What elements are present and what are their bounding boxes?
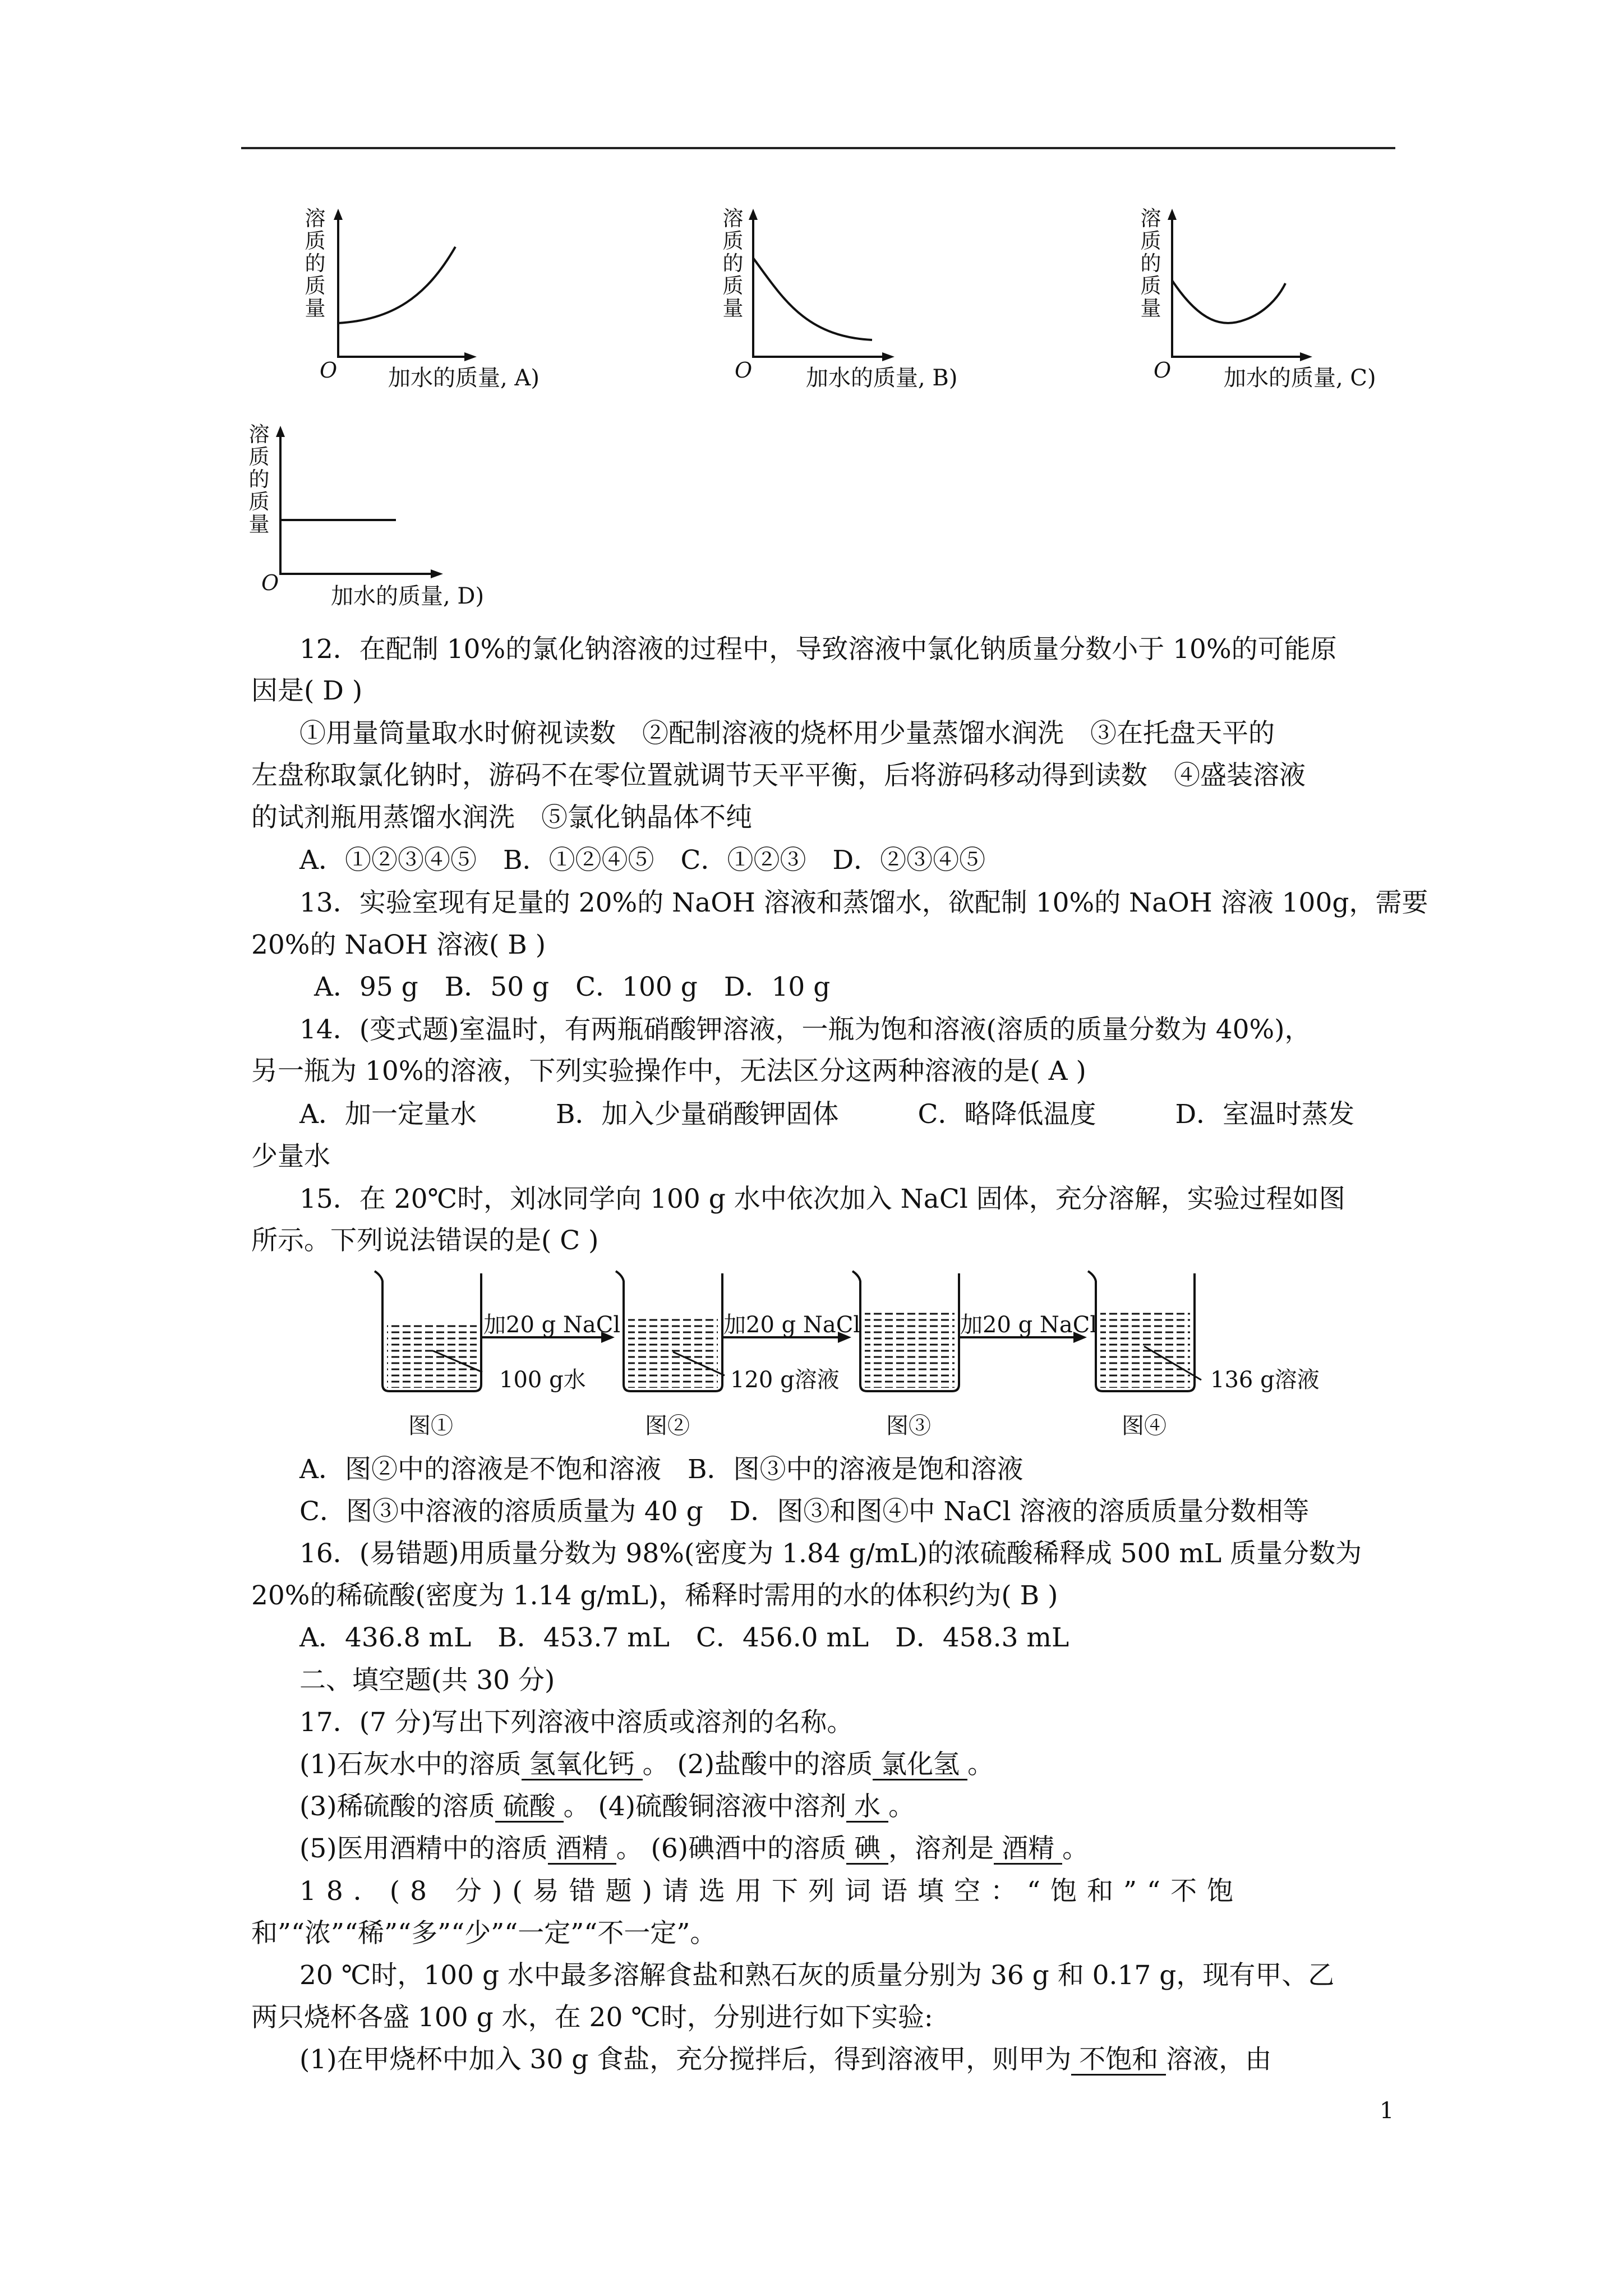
graph-a-origin: O xyxy=(320,358,338,383)
graph-b-ylabel: 溶 质 的 质 量 xyxy=(722,206,744,320)
beaker-2 xyxy=(616,1271,725,1391)
q14-line1: 14．(变式题)室温时，有两瓶硝酸钾溶液，一瓶为饱和溶液(溶质的质量分数为 40%)， xyxy=(299,1014,1311,1045)
q14-choices2: 少量水 xyxy=(251,1141,330,1172)
graph-d xyxy=(247,424,561,609)
q17-answer-2: 氯化氢 xyxy=(873,1751,967,1780)
q18-line3: 20 ℃时，100 g 水中最多溶解食盐和熟石灰的质量分别为 36 g 和 0.17 g，现有甲、乙 xyxy=(299,1960,1335,1991)
graph-d-xlabel: 加水的质量, D) xyxy=(331,583,485,609)
q17-answer-5: 酒精 xyxy=(548,1835,616,1865)
section2-title: 二、填空题(共 30 分) xyxy=(299,1665,555,1696)
beaker-1 xyxy=(375,1271,482,1391)
graph-d-origin: O xyxy=(261,570,279,595)
caption-1: 图① xyxy=(408,1413,453,1439)
q16-choices: A．436.8 mL B．453.7 mL C．456.0 mL D．458.3 mL xyxy=(299,1622,1069,1653)
q17-answer-1: 氢氧化钙 xyxy=(522,1751,643,1780)
q15-choices1: A．图②中的溶液是不饱和溶液 B．图③中的溶液是饱和溶液 xyxy=(299,1454,1023,1485)
q16-line2: 20%的稀硫酸(密度为 1.14 g/mL)，稀释时需用的水的体积约为( B ) xyxy=(251,1580,1058,1611)
graph-b-origin: O xyxy=(735,358,753,383)
q12-line2: 因是( D ) xyxy=(251,675,363,706)
arrow-label-3: 加20 g NaCl xyxy=(960,1312,1098,1338)
q18-line4: 两只烧杯各盛 100 g 水，在 20 ℃时，分别进行如下实验: xyxy=(251,2002,933,2033)
q17-row2: (3)稀硫酸的溶质 硫酸 。 (4)硫酸铜溶液中溶剂 水 。 xyxy=(299,1791,915,1822)
q17-row1: (1)石灰水中的溶质 氢氧化钙 。 (2)盐酸中的溶质 氯化氢 。 xyxy=(299,1749,994,1780)
caption-4: 图④ xyxy=(1122,1413,1166,1439)
graph-a-xlabel: 加水的质量, A) xyxy=(388,365,540,391)
q14-choices: A．加一定量水 B．加入少量硝酸钾固体 C．略降低温度 D．室温时蒸发 xyxy=(299,1099,1355,1130)
q17-row3: (5)医用酒精中的溶质 酒精 。 (6)碘酒中的溶质 碘 ，溶剂是 酒精 。 xyxy=(299,1833,1089,1864)
q12-opt1: ①用量筒量取水时俯视读数 ②配制溶液的烧杯用少量蒸馏水润洗 ③在托盘天平的 xyxy=(299,718,1275,749)
arrow-label-1: 加20 g NaCl xyxy=(483,1312,621,1338)
beaker-4-label: 136 g溶液 xyxy=(1210,1367,1320,1393)
q15-choices2: C．图③中溶液的溶质质量为 40 g D．图③和图④中 NaCl 溶液的溶质质量分数相等 xyxy=(299,1496,1310,1527)
q13-line2: 20%的 NaOH 溶液( B ) xyxy=(251,930,546,960)
q17-line1: 17．(7 分)写出下列溶液中溶质或溶剂的名称。 xyxy=(299,1707,854,1738)
q18-line2: 和”“浓”“稀”“多”“少”“一定”“不一定”。 xyxy=(251,1918,717,1949)
q12-choices: A．①②③④⑤ B．①②④⑤ C．①②③ D．②③④⑤ xyxy=(299,845,986,876)
graph-a xyxy=(303,206,617,391)
caption-3: 图③ xyxy=(886,1413,931,1439)
q15-line2: 所示。下列说法错误的是( C ) xyxy=(251,1225,599,1256)
caption-2: 图② xyxy=(645,1413,690,1439)
q16-line1: 16．(易错题)用质量分数为 98%(密度为 1.84 g/mL)的浓硫酸稀释成 500 mL 质量分数为 xyxy=(299,1538,1362,1569)
q15-line1: 15．在 20℃时，刘冰同学向 100 g 水中依次加入 NaCl 固体，充分溶解，实验过程如图 xyxy=(299,1184,1345,1214)
beaker-3 xyxy=(852,1271,959,1391)
graph-a-ylabel: 溶 质 的 质 量 xyxy=(305,206,326,320)
q17-answer-6: 碘 xyxy=(846,1835,888,1865)
q18-answer-1: 不饱和 xyxy=(1071,2046,1166,2076)
beaker-4 xyxy=(1088,1271,1201,1391)
page-number: 1 xyxy=(1380,2098,1394,2124)
q12-line1: 12．在配制 10%的氯化钠溶液的过程中，导致溶液中氯化钠质量分数小于 10%的可能原 xyxy=(299,634,1337,665)
q13-line1: 13．实验室现有足量的 20%的 NaOH 溶液和蒸馏水，欲配制 10%的 NaOH 溶液 100g，需要 xyxy=(299,887,1428,918)
q12-opt3: 的试剂瓶用蒸馏水润洗 ⑤氯化钠晶体不纯 xyxy=(251,802,752,833)
graph-c-ylabel: 溶 质 的 质 量 xyxy=(1140,206,1161,320)
graph-c xyxy=(1138,206,1453,391)
graph-d-ylabel: 溶 质 的 质 量 xyxy=(248,422,270,536)
arrow-label-2: 加20 g NaCl xyxy=(723,1312,861,1338)
beaker-2-label: 120 g溶液 xyxy=(730,1367,840,1393)
graph-b xyxy=(721,206,1035,391)
header-rule xyxy=(241,147,1395,149)
q17-answer-7: 酒精 xyxy=(994,1835,1062,1865)
graph-b-xlabel: 加水的质量, B) xyxy=(806,365,958,391)
q12-opt2: 左盘称取氯化钠时，游码不在零位置就调节天平平衡，后将游码移动得到读数 ④盛装溶液 xyxy=(251,760,1306,791)
graph-c-xlabel: 加水的质量, C) xyxy=(1224,365,1376,391)
q18-line1: 18．(8 分)(易错题)请选用下列词语填空：“饱和”“不饱 xyxy=(299,1876,1244,1907)
graph-c-origin: O xyxy=(1154,358,1172,383)
beaker-1-label: 100 g水 xyxy=(499,1367,586,1393)
q14-line2: 另一瓶为 10%的溶液，下列实验操作中，无法区分这两种溶液的是( A ) xyxy=(251,1056,1086,1087)
q17-answer-3: 硫酸 xyxy=(495,1793,564,1823)
q17-answer-4: 水 xyxy=(846,1793,888,1823)
q13-choices: A．95 g B．50 g C．100 g D．10 g xyxy=(314,972,831,1002)
q18-line5: (1)在甲烧杯中加入 30 g 食盐，充分搅拌后，得到溶液甲，则甲为 不饱和 溶液，由 xyxy=(299,2044,1272,2075)
